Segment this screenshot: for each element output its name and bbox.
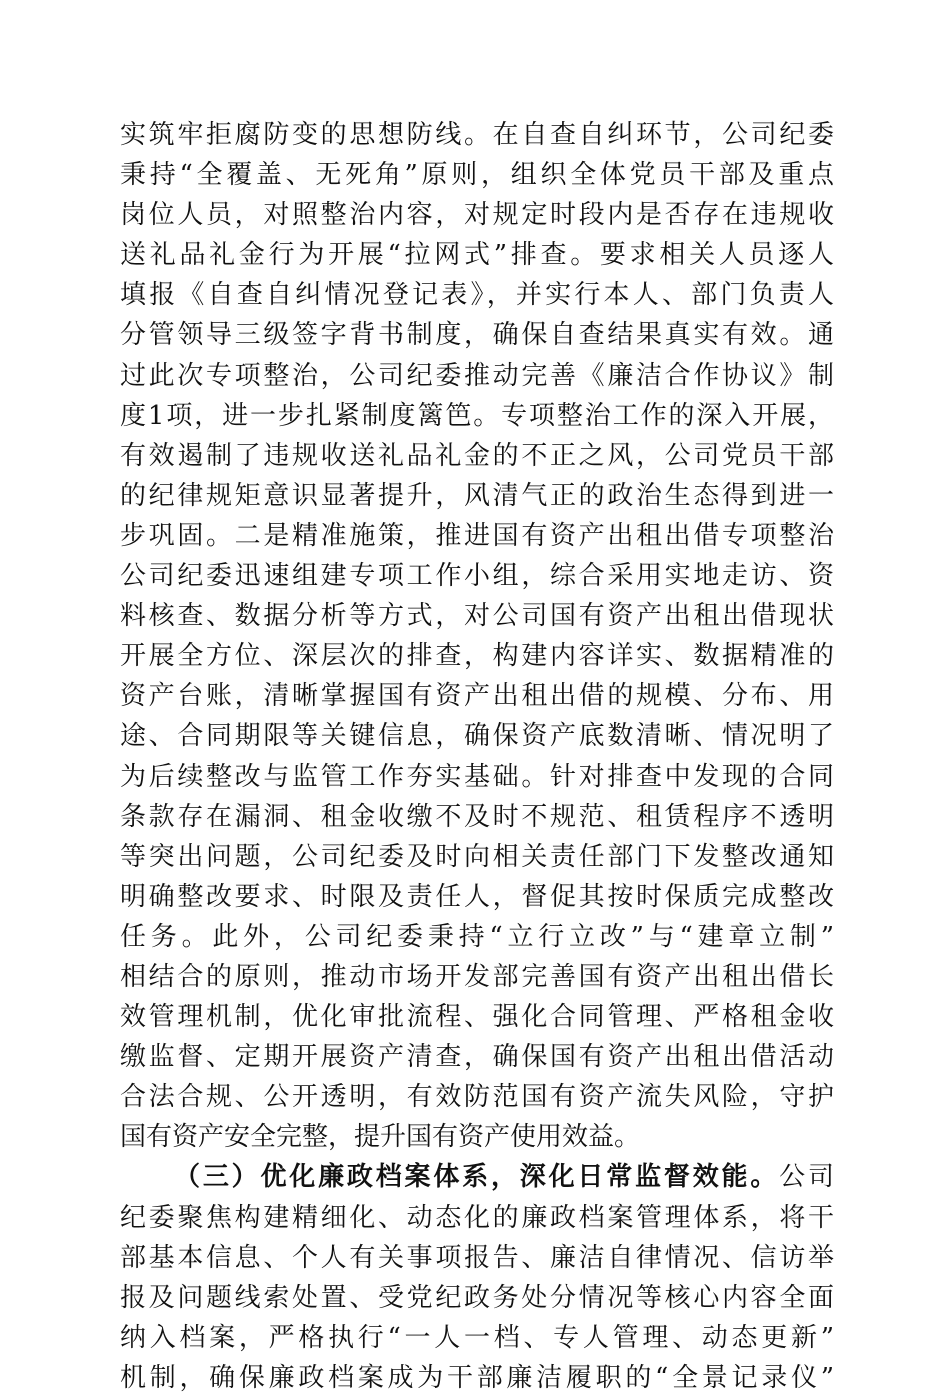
text-line: 料核查、数据分析等方式，对公司国有资产出租出借现状 bbox=[120, 601, 834, 632]
text-line: 岗位人员，对照整治内容，对规定时段内是否存在违规收 bbox=[120, 200, 834, 231]
text-line: 条款存在漏洞、租金收缴不及时不规范、租赁程序不透明 bbox=[120, 801, 834, 832]
heading-tail-text: 公司 bbox=[779, 1162, 834, 1193]
paragraph-integrity-archives bbox=[120, 1157, 834, 1398]
text-line: 步巩固。二是精准施策，推进国有资产出租出借专项整治 bbox=[120, 520, 834, 551]
section-heading-line bbox=[120, 1157, 834, 1197]
text-line: 秉持“全覆盖、无死角”原则，组织全体党员干部及重点 bbox=[120, 160, 834, 191]
text-line: 过此次专项整治，公司纪委推动完善《廉洁合作协议》制 bbox=[120, 360, 834, 391]
text-line: 国有资产安全完整，提升国有资产使用效益。 bbox=[120, 1122, 641, 1153]
text-line: 效管理机制，优化审批流程、强化合同管理、严格租金收 bbox=[120, 1002, 834, 1033]
text-line: 实筑牢拒腐防变的思想防线。在自查自纠环节，公司纪委 bbox=[120, 120, 834, 150]
text-line: 公司纪委迅速组建专项工作小组，综合采用实地走访、资 bbox=[120, 561, 834, 592]
text-line: 部基本信息、个人有关事项报告、廉洁自律情况、信访举 bbox=[120, 1242, 834, 1273]
text-line: 分管领导三级签字背书制度，确保自查结果真实有效。通 bbox=[120, 320, 834, 351]
text-line: 填报《自查自纠情况登记表》，并实行本人、部门负责人 bbox=[120, 280, 834, 311]
document-page bbox=[120, 115, 834, 1398]
text-line: 机制，确保廉政档案成为干部廉洁履职的“全景记录仪” bbox=[120, 1362, 834, 1393]
text-line: 相结合的原则，推动市场开发部完善国有资产出租出借长 bbox=[120, 961, 834, 992]
text-line: 途、合同期限等关键信息，确保资产底数清晰、情况明了 bbox=[120, 721, 834, 752]
text-line: 明确整改要求、时限及责任人，督促其按时保质完成整改 bbox=[120, 881, 834, 912]
text-line: 资产台账，清晰掌握国有资产出租出借的规模、分布、用 bbox=[120, 681, 834, 712]
text-line: 合法合规、公开透明，有效防范国有资产流失风险，守护 bbox=[120, 1082, 834, 1113]
text-line: 等突出问题，公司纪委及时向相关责任部门下发整改通知 bbox=[120, 841, 834, 872]
section-heading: （三）优化廉政档案体系，深化日常监督效能。 bbox=[174, 1162, 780, 1193]
text-line: 的纪律规矩意识显著提升，风清气正的政治生态得到进一 bbox=[120, 480, 834, 511]
paragraph-asset-rectification bbox=[120, 115, 834, 1157]
text-line: 度1项，进一步扎紧制度篱笆。专项整治工作的深入开展， bbox=[120, 400, 834, 431]
text-line: 送礼品礼金行为开展“拉网式”排查。要求相关人员逐人 bbox=[120, 240, 834, 271]
text-line: 为后续整改与监管工作夯实基础。针对排查中发现的合同 bbox=[120, 761, 834, 792]
text-line: 纪委聚焦构建精细化、动态化的廉政档案管理体系，将干 bbox=[120, 1202, 834, 1233]
text-line: 纳入档案，严格执行“一人一档、专人管理、动态更新” bbox=[120, 1322, 834, 1353]
text-line: 有效遏制了违规收送礼品礼金的不正之风，公司党员干部 bbox=[120, 440, 834, 471]
text-line: 报及问题线索处置、受党纪政务处分情况等核心内容全面 bbox=[120, 1282, 834, 1313]
text-line: 任务。此外，公司纪委秉持“立行立改”与“建章立制” bbox=[120, 921, 834, 952]
text-line: 开展全方位、深层次的排查，构建内容详实、数据精准的 bbox=[120, 641, 834, 672]
text-line: 缴监督、定期开展资产清查，确保国有资产出租出借活动 bbox=[120, 1042, 834, 1073]
